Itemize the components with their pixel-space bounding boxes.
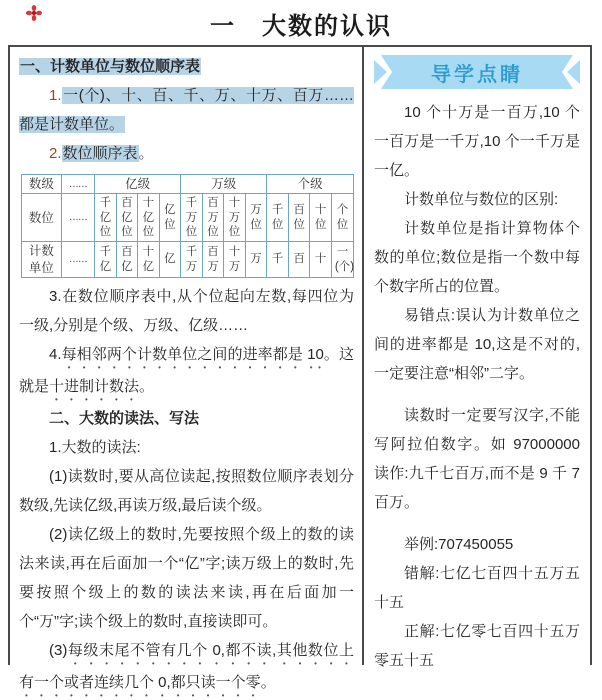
table-cell: 十亿位	[138, 194, 160, 242]
table-cell: 百万位	[202, 194, 224, 242]
table-cell: 个级	[267, 175, 354, 194]
table-cell: 一(个)	[331, 242, 353, 278]
table-row-digits	[22, 194, 354, 242]
paragraph-place-value-table-label	[19, 139, 354, 168]
table-cell: 亿级	[95, 175, 181, 194]
place-value-table	[21, 174, 354, 278]
table-cell: 千亿位	[95, 194, 117, 242]
note-wrong-answer: 错解:七亿七百四十五万五十五	[374, 565, 580, 611]
paragraph-levels: 3.在数位顺序表中,从个位起向左数,每四位为一级,分别是个级、万级、亿级……	[19, 287, 354, 334]
table-cell: 万级	[181, 175, 267, 194]
list-number: 4.	[49, 345, 62, 363]
table-cell: 万位	[245, 194, 267, 242]
table-cell: 十	[310, 242, 332, 278]
table-cell: 千位	[267, 194, 289, 242]
highlighted-text: 一(个)、十、百、千、万、十万、百万……都是计数单位。	[19, 87, 354, 133]
table-cell: 十位	[310, 194, 332, 242]
highlighted-text: 数位顺序表	[62, 145, 138, 162]
left-column	[10, 47, 364, 691]
emphasized-text: 每级末尾不管有几个 0,都不读,其他数位上有一个或者连续几个 0,都只读一个零	[19, 641, 354, 691]
emphasized-text: 每相邻两个计数单位之间的进率都是 10	[61, 345, 324, 363]
table-cell: 十万位	[224, 194, 246, 242]
note-ten-times: 10 个十万是一百万,10 个一百万是一千万,10 个一千万是一亿。	[374, 104, 580, 179]
paragraph-counting-units	[19, 81, 354, 139]
note-common-mistake: 易错点:误认为计数单位之间的进率都是 10,这是不对的,一定要注意“相邻”二字。	[374, 307, 580, 382]
note-difference-label: 计数单位与数位的区别:	[404, 191, 559, 208]
table-cell: 亿位	[159, 194, 181, 242]
list-number: 2.	[49, 145, 62, 162]
table-cell: ……	[61, 175, 94, 194]
list-number: (3)	[49, 641, 68, 659]
table-cell: 个位	[331, 194, 353, 242]
paragraph-decimal-system	[19, 340, 354, 404]
guide-banner	[374, 55, 580, 89]
table-cell: 千万位	[181, 194, 203, 242]
table-cell: 计数单位	[22, 242, 62, 278]
table-cell: 千亿	[95, 242, 117, 278]
note-use-chinese-chars: 读数时一定要写汉字,不能写阿拉伯数字。如 97000000 读作:九千七百万,而不是 9 千 7 百万。	[374, 407, 580, 511]
table-cell: 百万	[202, 242, 224, 278]
table-cell: 百	[288, 242, 310, 278]
list-number: 1.	[49, 87, 62, 104]
page-title: 一 大数的认识	[210, 13, 392, 40]
table-cell: 千万	[181, 242, 203, 278]
paragraph-reading-rule-2: (2)读亿级上的数时,先要按照个级上的数的读法来读,再在后面加一个“亿”字;读万级上的数时,先要按照个级上的数的读法来读,再在后面加一个“万”字;读个级上的数时,直接读即可。	[19, 525, 354, 630]
punctuation: 。	[139, 377, 155, 395]
emphasized-text: 十进制计数法	[49, 377, 140, 395]
guide-banner-title: 导学点睛	[431, 63, 523, 86]
note-difference-body: 计数单位是指计算物体个数的单位;数位是指一个数中每个数字所占的位置。	[374, 220, 580, 295]
table-cell: 十亿	[138, 242, 160, 278]
note-correct-answer: 正解:七亿零七百四十五万零五十五	[374, 623, 580, 669]
punctuation: 。	[138, 145, 154, 162]
table-cell: 十万	[224, 242, 246, 278]
table-cell: ……	[61, 194, 94, 242]
plain-text: 。这就是	[19, 345, 354, 395]
content-box	[8, 45, 592, 691]
table-cell: ……	[61, 242, 94, 278]
table-cell: 百亿位	[116, 194, 138, 242]
paragraph-reading-label: 1.大数的读法:	[49, 438, 141, 456]
table-row-level	[22, 175, 354, 194]
table-cell: 百位	[288, 194, 310, 242]
table-cell: 万	[245, 242, 267, 278]
note-example: 举例:707450055	[404, 536, 514, 553]
table-cell: 数级	[22, 175, 62, 194]
section-heading-1	[19, 52, 354, 81]
paragraph-reading-rule-1: (1)读数时,要从高位读起,按照数位顺序表划分数级,先读亿级,再读万级,最后读个级。	[19, 467, 354, 514]
table-cell: 亿	[159, 242, 181, 278]
table-cell: 千	[267, 242, 289, 278]
punctuation: 。	[260, 673, 276, 691]
heading-highlight: 一、计数单位与数位顺序表	[20, 58, 201, 75]
table-row-units	[22, 242, 354, 278]
section-heading-2: 二、大数的读法、写法	[49, 409, 200, 427]
table-cell: 数位	[22, 194, 62, 242]
right-column	[364, 47, 590, 669]
paragraph-reading-rule-3	[19, 636, 354, 700]
table-cell: 百亿	[116, 242, 138, 278]
